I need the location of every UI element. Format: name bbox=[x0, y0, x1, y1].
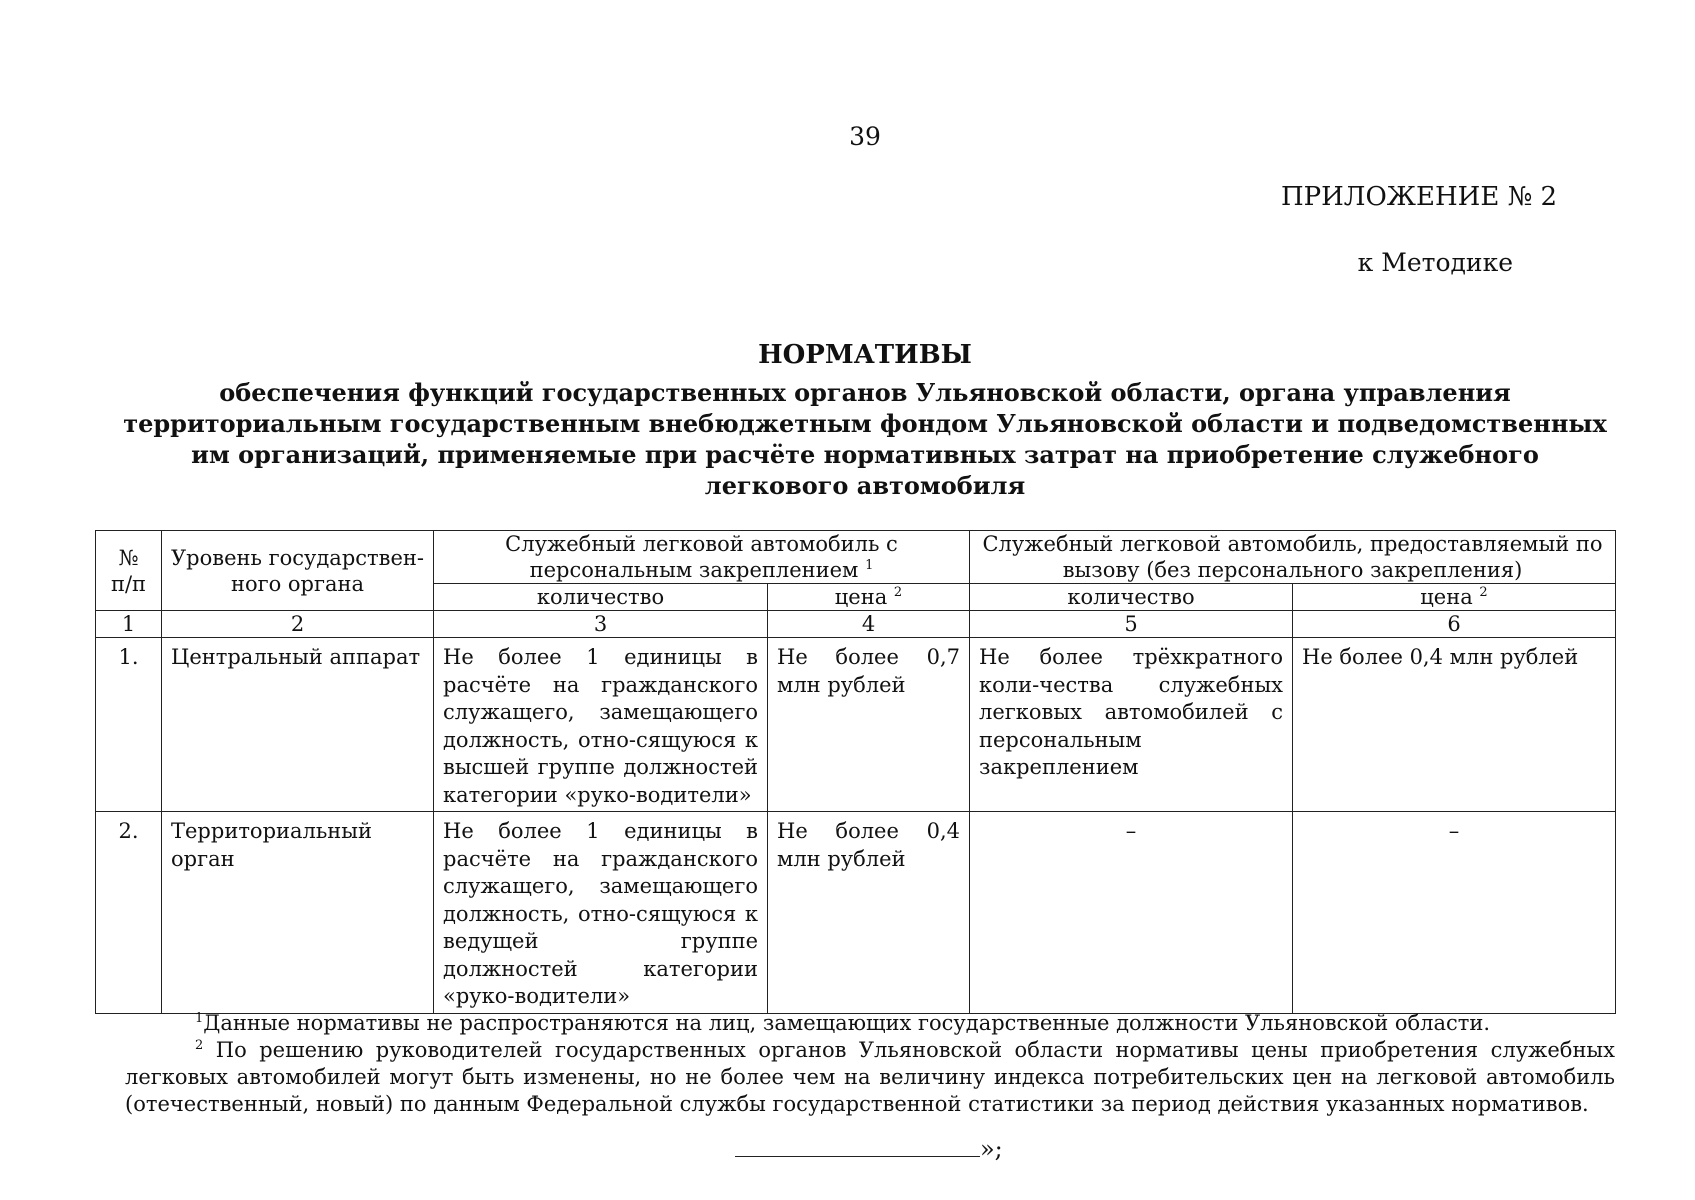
row-price-call: – bbox=[1293, 812, 1616, 1014]
row-price-call: Не более 0,4 млн рублей bbox=[1293, 638, 1616, 812]
header-call-group: Служебный легковой автомобиль, предоставляемый по вызову (без персонального закрепления) bbox=[970, 531, 1616, 584]
row-price-personal: Не более 0,4 млн рублей bbox=[768, 812, 970, 1014]
footnote bbox=[125, 1037, 1615, 1118]
document-title: НОРМАТИВЫ bbox=[758, 340, 972, 370]
appendix-reference: к Методике bbox=[1357, 248, 1513, 277]
appendix-label: ПРИЛОЖЕНИЕ № 2 bbox=[1280, 182, 1557, 212]
header-price-personal bbox=[768, 584, 970, 611]
header-row-1 bbox=[96, 531, 1616, 584]
header-price-call-label: цена bbox=[1420, 585, 1473, 609]
row-number: 2. bbox=[96, 812, 162, 1014]
footnote-mark: 1 bbox=[195, 1011, 204, 1026]
footnote-ref-1: 1 bbox=[865, 558, 874, 573]
column-number: 3 bbox=[434, 611, 768, 638]
footnote-ref-2b: 2 bbox=[1479, 585, 1488, 600]
header-quantity-call: количество bbox=[970, 584, 1293, 611]
header-level: Уровень государствен-ного органа bbox=[162, 531, 434, 611]
norms-table bbox=[95, 530, 1616, 1014]
table-row bbox=[96, 638, 1616, 812]
column-number: 6 bbox=[1293, 611, 1616, 638]
closing-quote: »; bbox=[980, 1135, 1003, 1163]
row-quantity-personal: Не более 1 единицы в расчёте на гражданского служащего, замещающего должность, отно-сящуюся к высшей группе должностей категории «руко-водители» bbox=[434, 638, 768, 812]
row-number: 1. bbox=[96, 638, 162, 812]
footnote-ref-2a: 2 bbox=[893, 585, 903, 600]
header-quantity-personal: количество bbox=[434, 584, 768, 611]
header-personal-group-label: Служебный легковой автомобиль с персональным закреплением bbox=[505, 532, 898, 582]
table-row bbox=[96, 812, 1616, 1014]
row-level: Центральный аппарат bbox=[162, 638, 434, 812]
footnote bbox=[125, 1010, 1615, 1037]
footnote-text: По решению руководителей государственных органов Ульяновской области нормативы цены приобретения служебных легковых автомобилей могут быть изменены, но не более чем на величину индекса потребительских цен на легковой автомобиль (отечественный, новый) по данным Федеральной службы государственной статистики за период действия указанных нормативов. bbox=[125, 1038, 1615, 1116]
column-number: 1 bbox=[96, 611, 162, 638]
column-number: 4 bbox=[768, 611, 970, 638]
document-subtitle: обеспечения функций государственных органов Ульяновской области, органа управления территориальным государственным внебюджетным фондом Ульяновской области и подведомственных им организаций, применяемые при расчёте нормативных затрат на приобретение служебного легкового автомобиля bbox=[123, 378, 1607, 500]
column-number: 5 bbox=[970, 611, 1293, 638]
header-num: № п/п bbox=[96, 531, 162, 611]
footnote-mark: 2 bbox=[195, 1038, 204, 1053]
footnote-text: Данные нормативы не распространяются на лиц, замещающих государственные должности Ульяновской области. bbox=[203, 1011, 1491, 1035]
row-price-personal: Не более 0,7 млн рублей bbox=[768, 638, 970, 812]
row-quantity-personal: Не более 1 единицы в расчёте на гражданского служащего, замещающего должность, отно-сящуюся к ведущей группе должностей категории «руко-водители» bbox=[434, 812, 768, 1014]
row-quantity-call: Не более трёхкратного коли-чества служебных легковых автомобилей с персональным закреплением bbox=[970, 638, 1293, 812]
header-personal-group bbox=[434, 531, 970, 584]
footnotes bbox=[125, 1010, 1615, 1118]
signature-line bbox=[735, 1136, 980, 1157]
header-price-personal-label: цена bbox=[834, 585, 888, 609]
column-number: 2 bbox=[162, 611, 434, 638]
row-level: Территориальный орган bbox=[162, 812, 434, 1014]
header-price-call bbox=[1293, 584, 1616, 611]
column-number-row bbox=[96, 611, 1616, 638]
page-number: 39 bbox=[849, 122, 881, 151]
closing-mark bbox=[735, 1135, 1003, 1163]
row-quantity-call: – bbox=[970, 812, 1293, 1014]
